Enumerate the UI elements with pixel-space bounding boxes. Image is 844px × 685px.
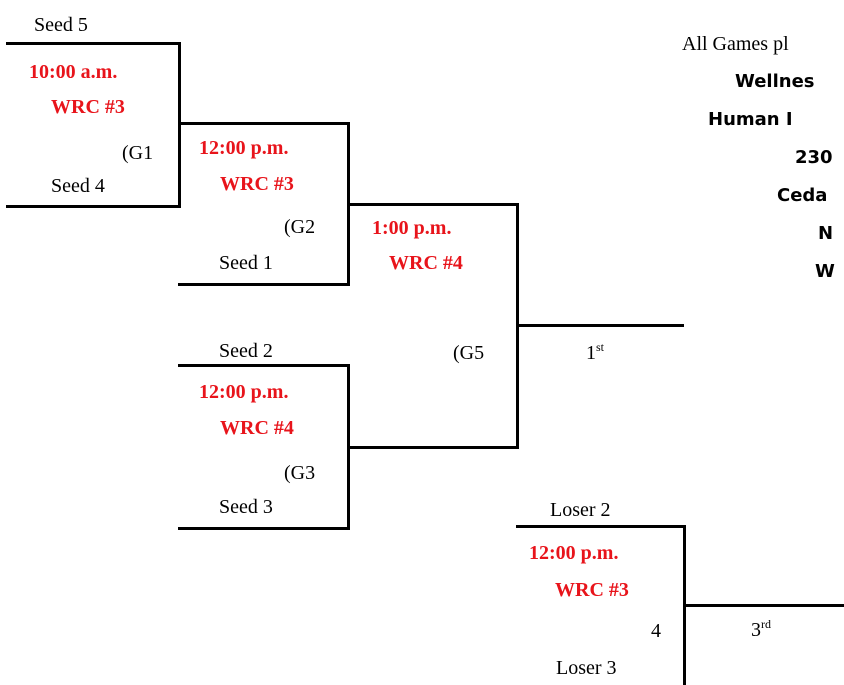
all-games-note: All Games pl	[682, 33, 789, 55]
g3-top-line	[178, 364, 350, 367]
g3-bottom-line	[178, 527, 350, 530]
g3-bottom-team: Seed 3	[219, 496, 273, 518]
g5-top-line	[347, 203, 519, 206]
g1-venue: WRC #3	[51, 96, 125, 118]
third-place: 3rd	[751, 617, 771, 641]
g2-label: (G2	[284, 216, 316, 238]
g5-bottom-line	[347, 446, 519, 449]
g1-top-line	[6, 42, 181, 45]
first-place: 1st	[586, 340, 605, 364]
g1-connector	[178, 42, 181, 208]
g2-venue: WRC #3	[220, 173, 294, 195]
venue-line-4: Ceda	[777, 185, 828, 206]
g4-top-line	[516, 525, 686, 528]
g5-venue: WRC #4	[389, 252, 463, 274]
g2-time: 12:00 p.m.	[199, 137, 289, 159]
g4-bottom-team: Loser 3	[556, 657, 617, 679]
g2-bottom-team: Seed 1	[219, 252, 273, 274]
venue-line-1: Wellnes	[735, 71, 815, 92]
g4-time: 12:00 p.m.	[529, 542, 619, 564]
g1-bottom-team: Seed 4	[51, 175, 105, 197]
g4-label: 4	[651, 620, 661, 642]
venue-line-2: Human I	[708, 109, 793, 130]
g4-top-team: Loser 2	[550, 499, 611, 521]
g5-result-line	[516, 324, 684, 327]
g2-bottom-line	[178, 283, 350, 286]
g4-result-line	[683, 604, 844, 607]
g2-top-line	[178, 122, 350, 125]
g1-top-team: Seed 5	[34, 14, 88, 36]
g3-time: 12:00 p.m.	[199, 381, 289, 403]
g3-top-team: Seed 2	[219, 340, 273, 362]
venue-line-3: 230	[795, 147, 833, 168]
g5-time: 1:00 p.m.	[372, 217, 452, 239]
g1-bottom-line	[6, 205, 181, 208]
g3-connector	[347, 364, 350, 530]
g1-label: (G1	[122, 142, 154, 164]
g3-label: (G3	[284, 462, 316, 484]
venue-line-6: W	[815, 261, 835, 282]
g5-label: (G5	[453, 342, 485, 364]
venue-line-5: N	[818, 223, 834, 244]
g3-venue: WRC #4	[220, 417, 294, 439]
g4-venue: WRC #3	[555, 579, 629, 601]
g1-time: 10:00 a.m.	[29, 61, 118, 83]
